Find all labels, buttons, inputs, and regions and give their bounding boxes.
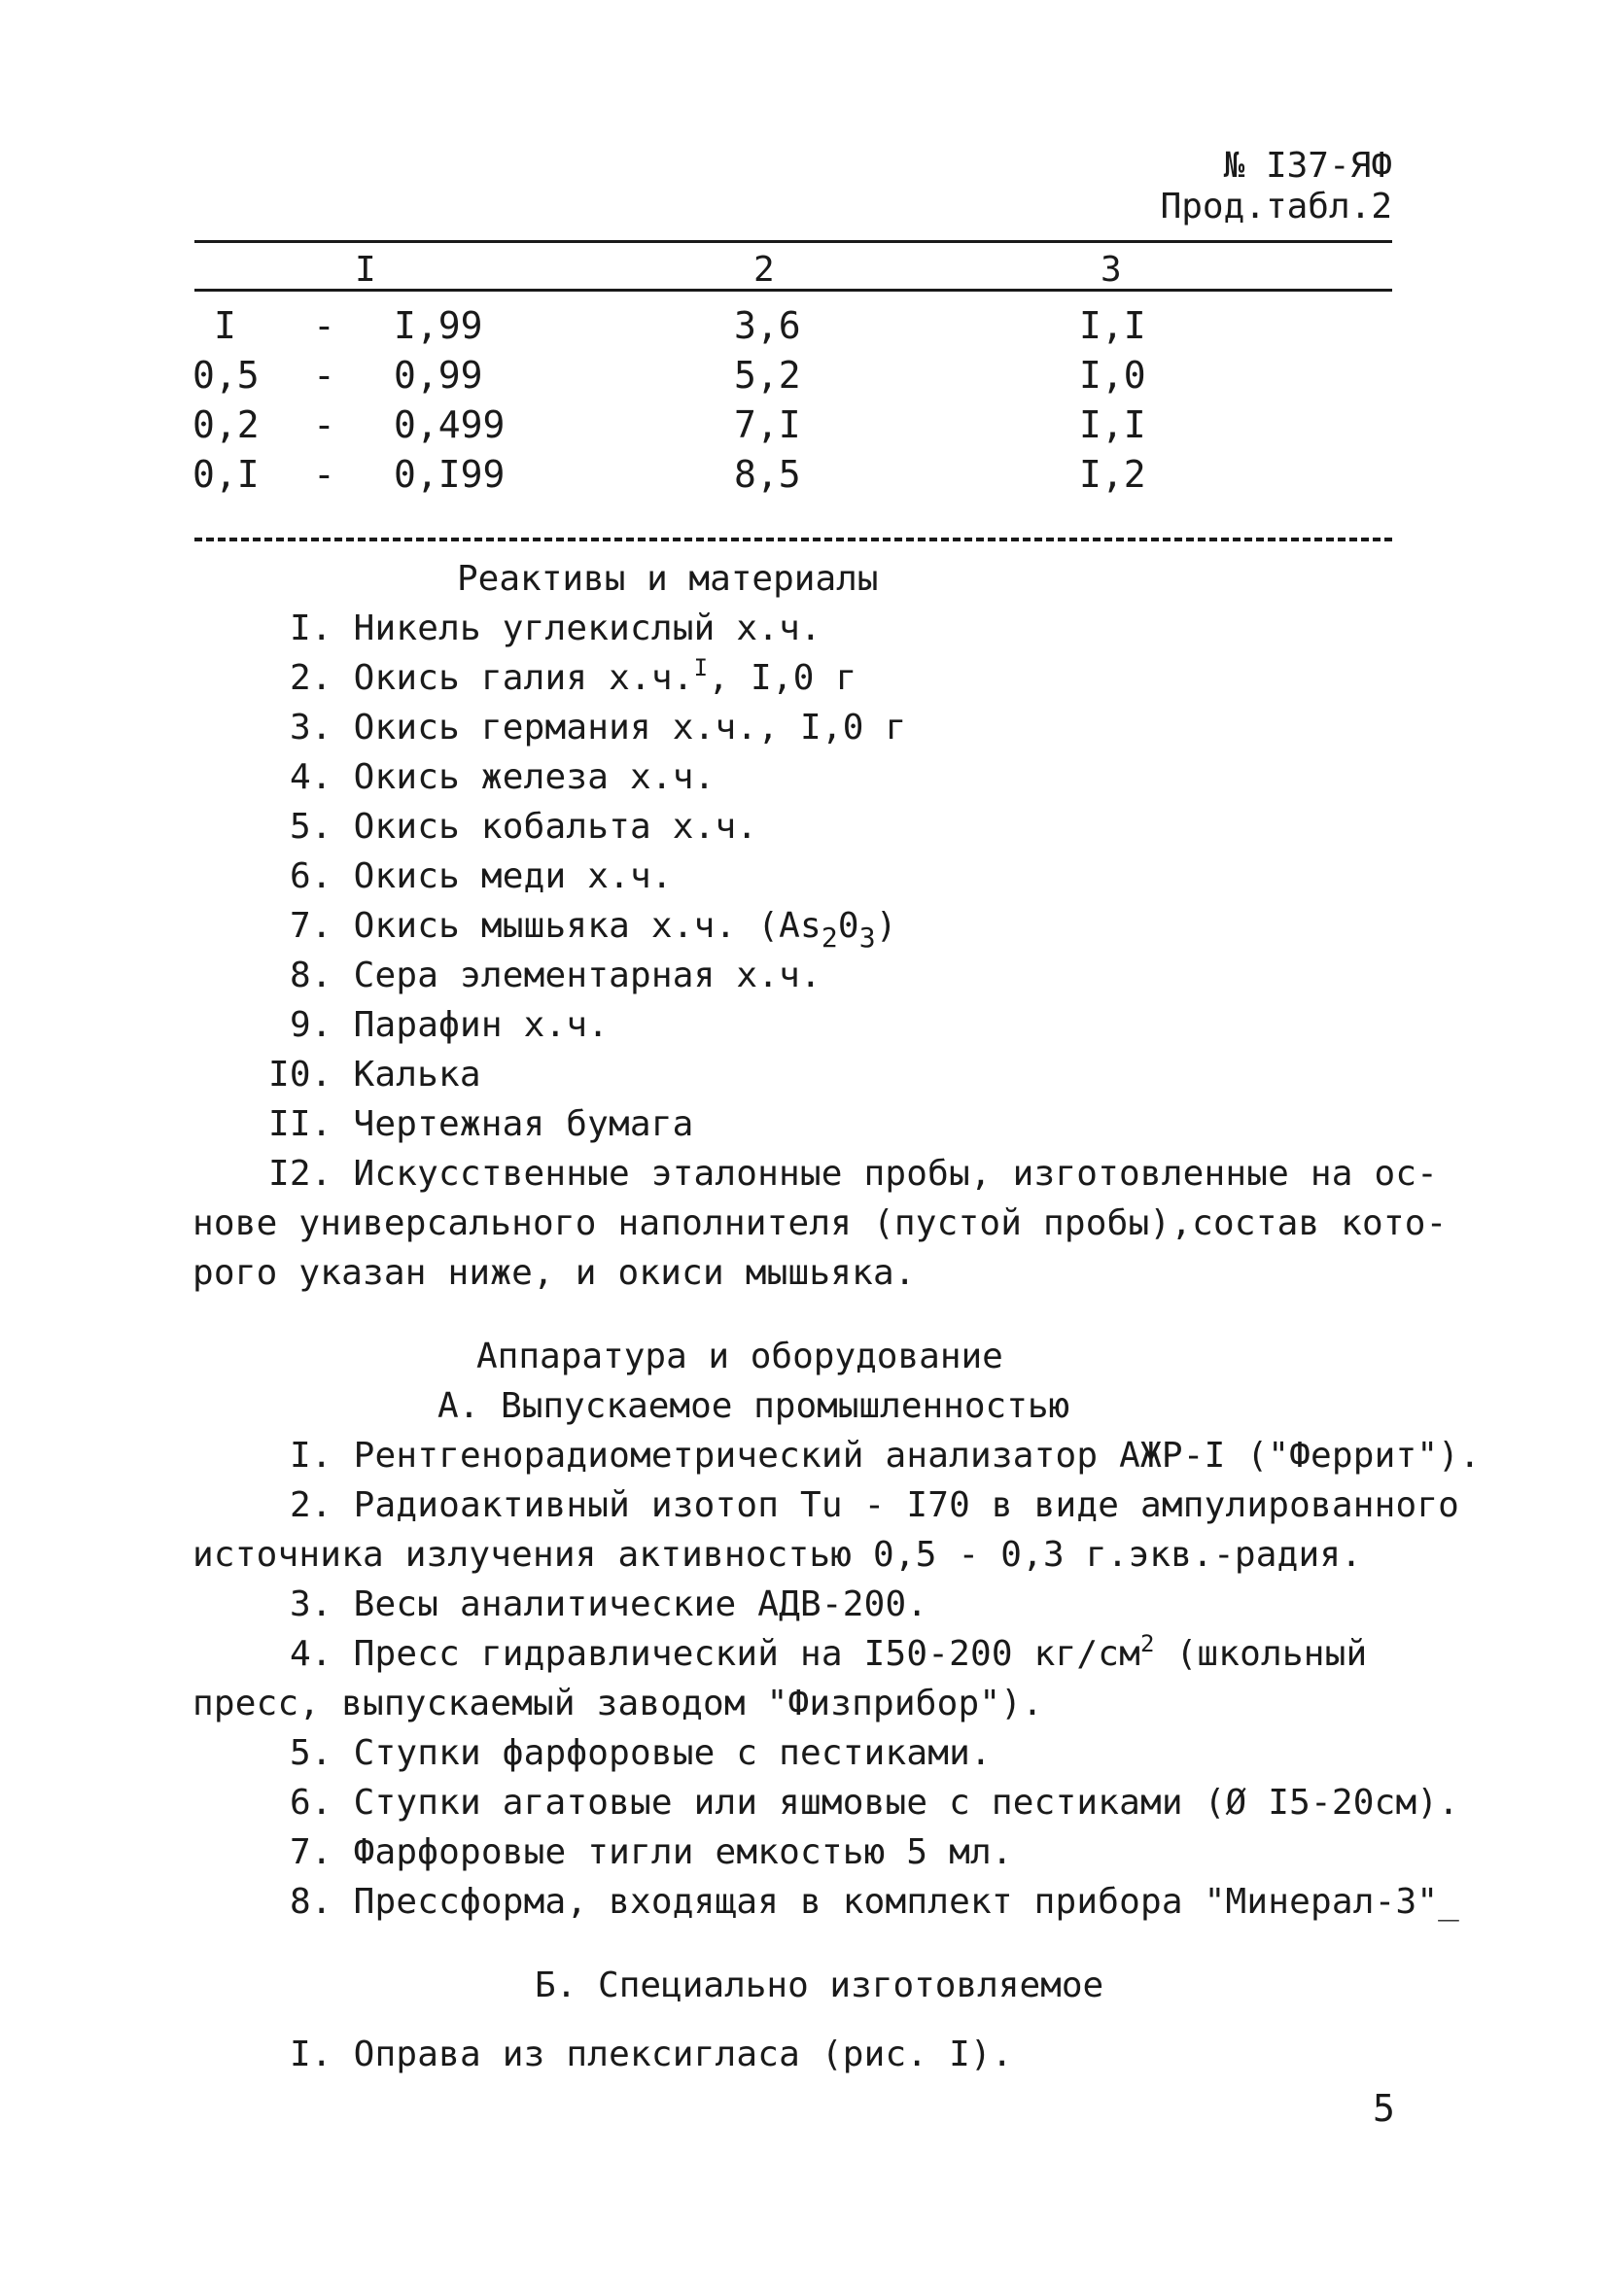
section-title-apparatus: Аппаратура и оборудование <box>476 1337 1003 1376</box>
range-to: I,99 <box>394 304 483 347</box>
list-item <box>290 906 897 954</box>
column-3-value: I,0 <box>1079 354 1146 397</box>
range-from: I <box>214 304 236 347</box>
subsection-title-a: А. Выпускаемое промышленностью <box>437 1386 1070 1426</box>
list-item: I0. Калька <box>268 1055 481 1095</box>
list-item-continuation: нове универсального наполнителя (пустой пробы),состав кото- <box>192 1203 1448 1243</box>
column-2-value: 3,6 <box>734 304 801 347</box>
range-from: 0,I <box>192 453 260 496</box>
list-item: I. Никель углекислый х.ч. <box>290 609 821 648</box>
table-end-dashed-rule <box>194 538 1392 541</box>
list-item: I. Оправа из плексигласа (рис. I). <box>290 2035 1013 2074</box>
list-item: 5. Окись кобальта х.ч. <box>290 807 758 847</box>
range-dash: - <box>313 354 335 397</box>
list-item-text-tail: (школьный <box>1154 1634 1368 1674</box>
range-dash: - <box>313 403 335 446</box>
chemical-symbol: 0 <box>837 906 859 946</box>
column-header-2: 2 <box>753 250 775 290</box>
list-item-text-tail: , I,0 г <box>708 658 857 698</box>
range-dash: - <box>313 453 335 496</box>
list-item: 6. Окись меди х.ч. <box>290 856 673 896</box>
subsection-title-b: Б. Специально изготовляемое <box>535 1966 1104 2005</box>
list-item-text: 7. Окись мышьяка х.ч. (As <box>290 906 821 946</box>
list-item-continuation: источника излучения активностью 0,5 - 0,3 г.экв.-радия. <box>192 1535 1363 1575</box>
list-item-text-tail: ) <box>875 906 897 946</box>
footnote-marker: I <box>693 654 709 681</box>
list-item-continuation: пресс, выпускаемый заводом "Физприбор"). <box>192 1684 1043 1723</box>
column-3-value: I,I <box>1079 403 1146 446</box>
list-item: II. Чертежная бумага <box>268 1104 694 1144</box>
unit-superscript: 2 <box>1139 1630 1155 1657</box>
list-item-continuation: рого указан ниже, и окиси мышьяка. <box>192 1253 916 1293</box>
document-number: № I37-ЯФ <box>1223 146 1392 186</box>
range-from: 0,2 <box>192 403 260 446</box>
list-item-text: 4. Пресс гидравлический на I50-200 кг/см <box>290 1634 1140 1674</box>
list-item: I. Рентгенорадиометрический анализатор АЖР-I ("Феррит"). <box>290 1436 1481 1476</box>
table-continuation-label: Прод.табл.2 <box>1160 187 1392 226</box>
list-item: 5. Ступки фарфоровые с пестиками. <box>290 1733 992 1773</box>
list-item: 3. Весы аналитические АДВ-200. <box>290 1584 928 1624</box>
list-item: 4. Окись железа х.ч. <box>290 757 716 797</box>
chemical-subscript: 3 <box>858 922 876 954</box>
list-item: I2. Искусственные эталонные пробы, изготовленные на ос- <box>268 1154 1439 1194</box>
list-item <box>290 654 857 698</box>
list-item: 8. Прессформа, входящая в комплект прибора "Минерал-3"_ <box>290 1882 1460 1922</box>
column-2-value: 5,2 <box>734 354 801 397</box>
list-item: 7. Фарфоровые тигли емкостью 5 мл. <box>290 1832 1013 1872</box>
column-header-3: 3 <box>1101 250 1122 290</box>
range-to: 0,499 <box>394 403 506 446</box>
column-header-1: I <box>355 250 376 290</box>
list-item-text: 2. Окись галия х.ч. <box>290 658 694 698</box>
range-from: 0,5 <box>192 354 260 397</box>
list-item <box>290 1630 1368 1674</box>
list-item: 2. Радиоактивный изотоп Tu - I70 в виде ампулированного <box>290 1485 1460 1525</box>
chemical-subscript: 2 <box>821 922 838 954</box>
list-item: 6. Ступки агатовые или яшмовые с пестиками (Ø I5-20см). <box>290 1783 1460 1823</box>
list-item: 8. Сера элементарная х.ч. <box>290 956 821 995</box>
column-2-value: 7,I <box>734 403 801 446</box>
section-title-reagents: Реактивы и материалы <box>457 559 879 599</box>
list-item: 3. Окись германия х.ч., I,0 г <box>290 708 907 748</box>
table-top-rule <box>194 240 1392 243</box>
column-3-value: I,2 <box>1079 453 1146 496</box>
range-dash: - <box>313 304 335 347</box>
range-to: 0,99 <box>394 354 483 397</box>
range-to: 0,I99 <box>394 453 506 496</box>
column-2-value: 8,5 <box>734 453 801 496</box>
page-number: 5 <box>1373 2087 1395 2130</box>
list-item: 9. Парафин х.ч. <box>290 1005 610 1045</box>
column-3-value: I,I <box>1079 304 1146 347</box>
